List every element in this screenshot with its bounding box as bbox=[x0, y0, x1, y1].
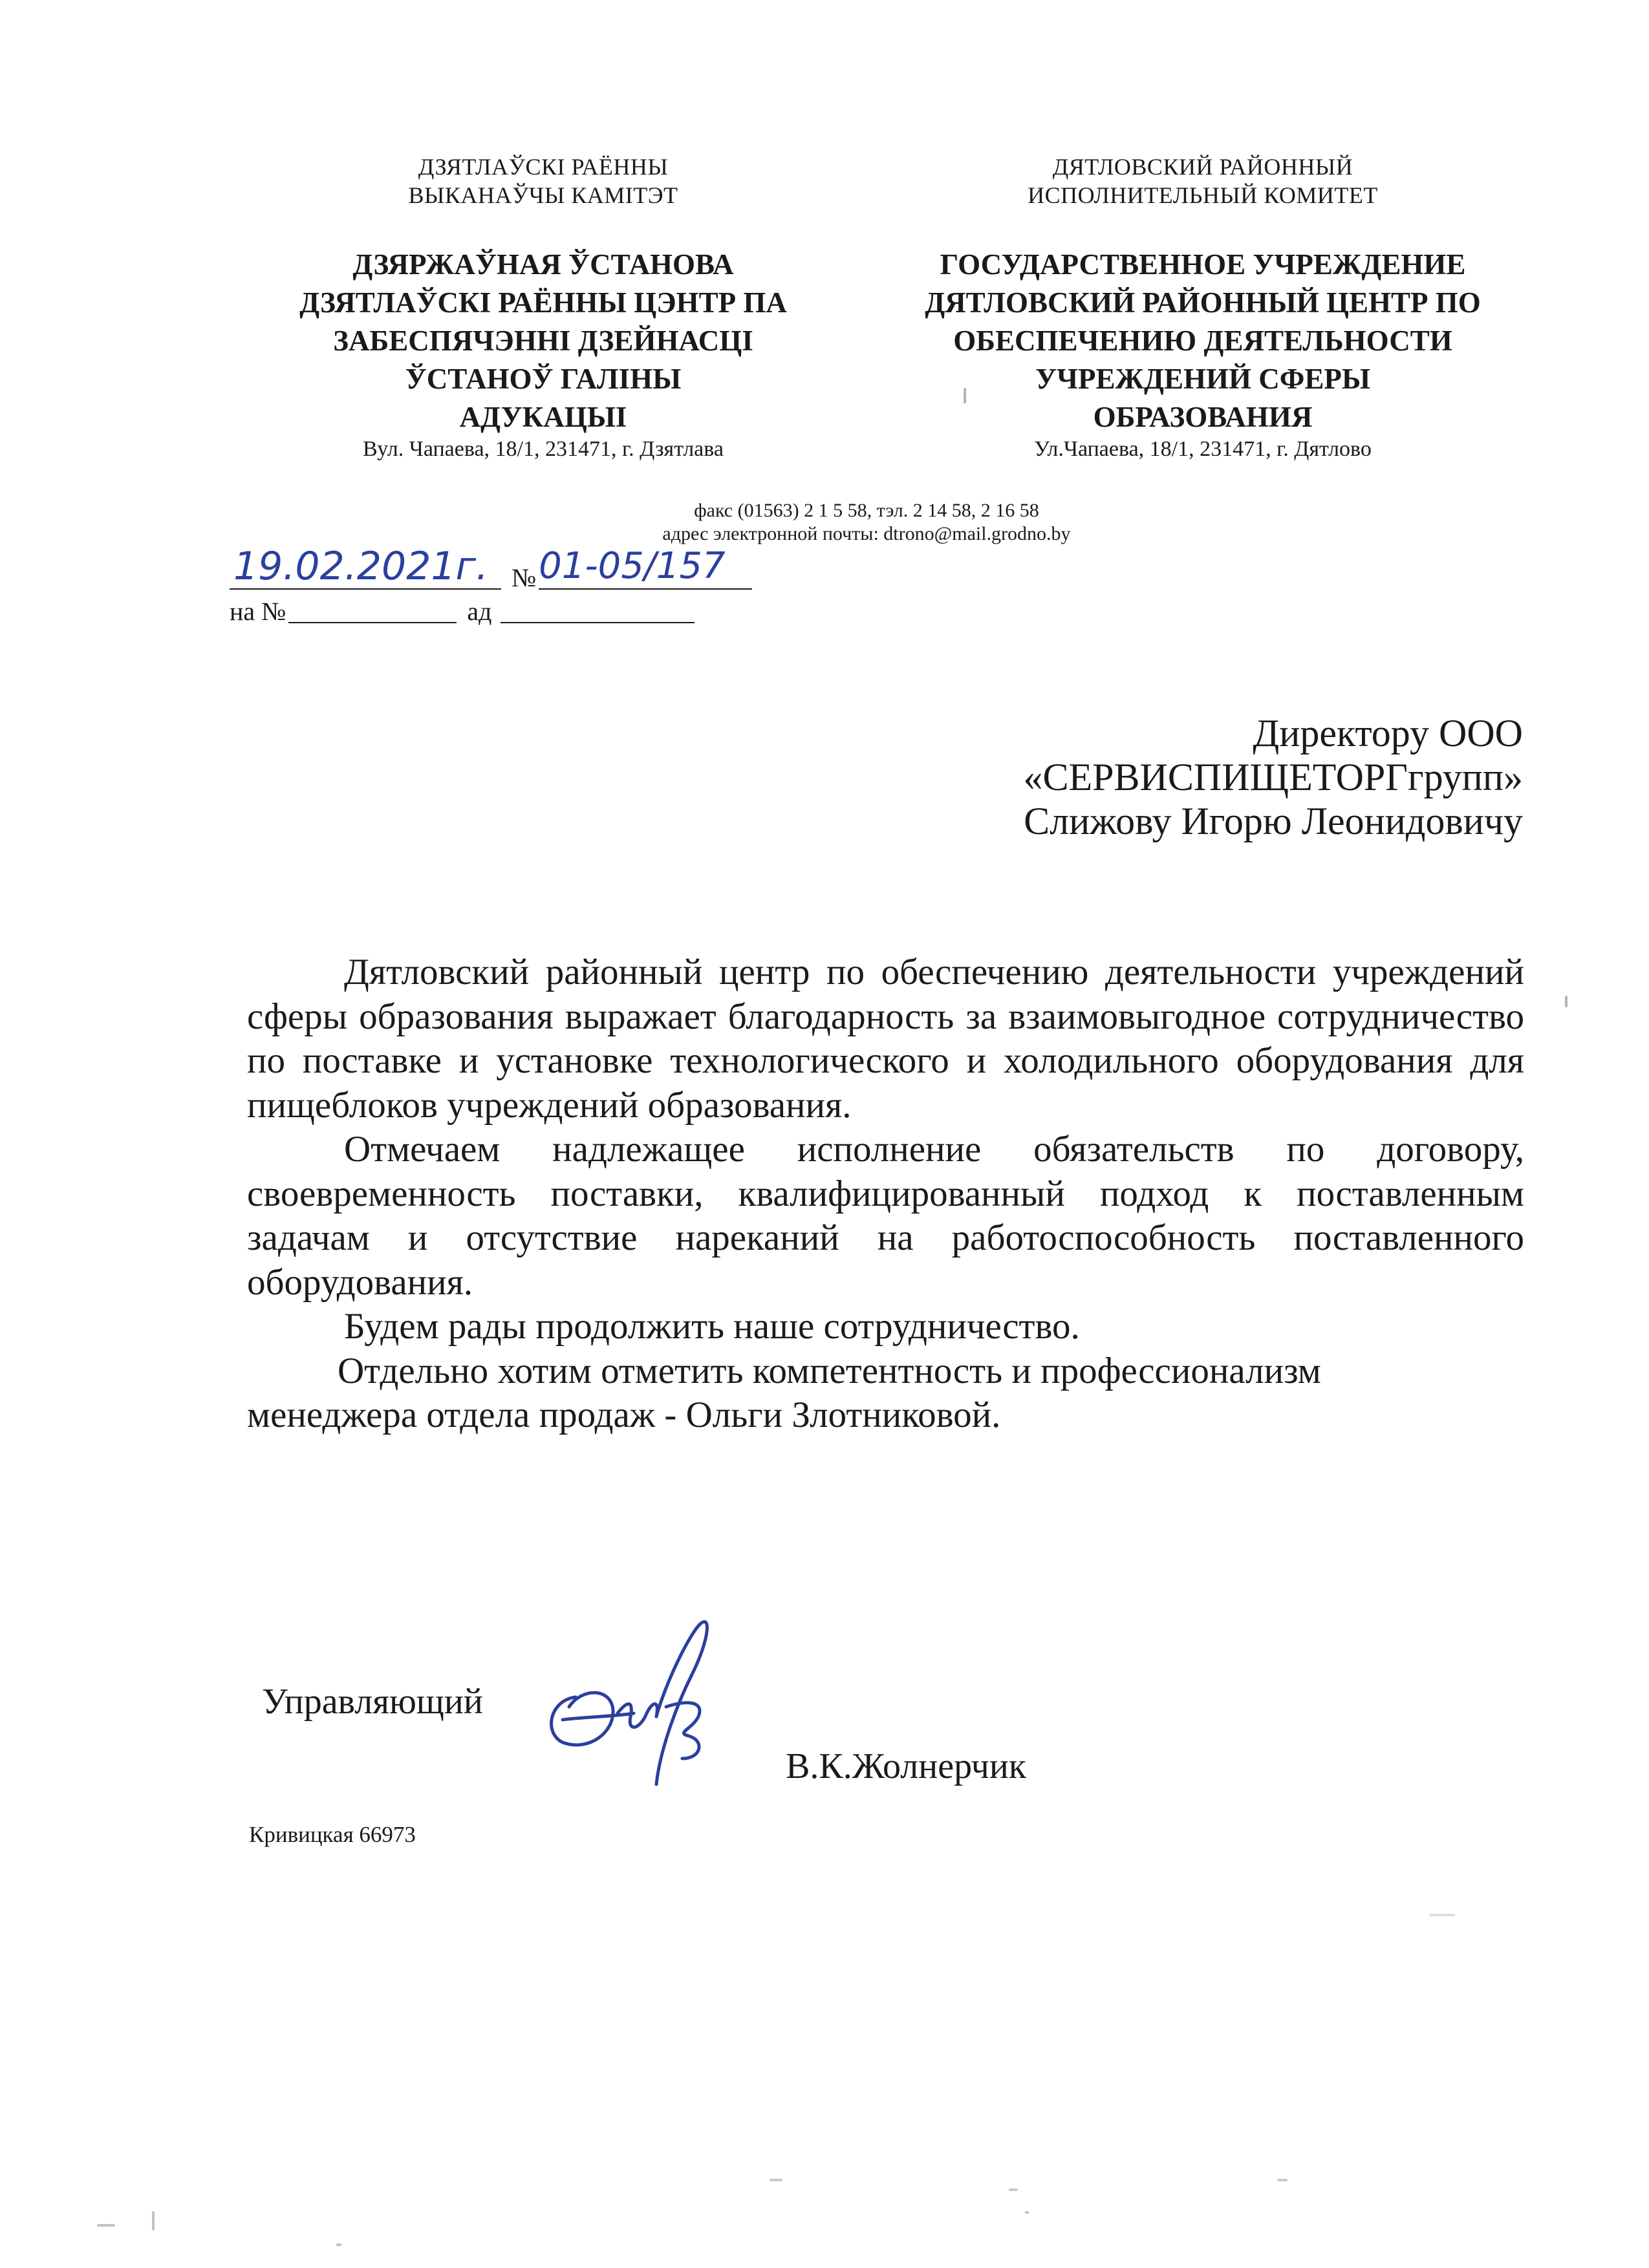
handwritten-signature bbox=[537, 1603, 770, 1791]
header-right bbox=[860, 153, 1546, 462]
header-left bbox=[233, 153, 854, 462]
reference-number-line bbox=[288, 596, 457, 623]
scan-speck bbox=[97, 2224, 115, 2227]
scan-speck bbox=[1277, 2179, 1288, 2181]
recipient-line-3: Слижову Игорю Леонидовичу bbox=[1024, 800, 1523, 842]
org-line-4-ru: УЧРЕЖДЕНИЙ СФЕРЫ bbox=[1035, 363, 1371, 395]
reference-prefix: на № bbox=[230, 597, 286, 626]
authority-line-2-ru: ИСПОЛНИТЕЛЬНЫЙ КОМИТЕТ bbox=[1028, 182, 1378, 208]
authority-line-1-be: ДЗЯТЛАЎСКІ РАЁННЫ bbox=[418, 154, 669, 180]
org-line-5-ru: ОБРАЗОВАНИЯ bbox=[1093, 401, 1313, 433]
phone-fax-line: факс (01563) 2 1 5 58, тэл. 2 14 58, 2 16 58 bbox=[694, 500, 1039, 521]
scan-speck bbox=[1565, 996, 1568, 1007]
org-line-1-be: ДЗЯРЖАЎНАЯ ЎСТАНОВА bbox=[352, 248, 734, 281]
address-be: Вул. Чапаева, 18/1, 231471, г. Дзятлава bbox=[363, 437, 724, 461]
letter-body bbox=[247, 950, 1524, 1438]
number-prefix: № bbox=[512, 563, 537, 592]
handwritten-number: 01-05/157 bbox=[539, 545, 726, 587]
scan-speck bbox=[336, 2243, 341, 2246]
recipient-line-2: «СЕРВИСПИЩЕТОРГгрупп» bbox=[1023, 756, 1523, 798]
executor-note: Кривицкая 66973 bbox=[249, 1822, 416, 1847]
body-closing-line-2: менеджера отдела продаж - Ольги Злотниковой. bbox=[247, 1395, 1001, 1435]
body-paragraph-2: Отмечаем надлежащее исполнение обязательств по договору, своевременность поставки, квалифицированный подход к поставленным задачам и отсутствие нареканий на работоспособность поставленного оборудования. bbox=[247, 1129, 1524, 1303]
contacts-block bbox=[491, 499, 1242, 546]
registration-block bbox=[230, 544, 812, 626]
handwritten-date: 19.02.2021г. bbox=[233, 544, 489, 589]
recipient-line-1: Директору ООО bbox=[1253, 712, 1523, 754]
scan-speck bbox=[1429, 1914, 1455, 1916]
signatory-name: В.К.Жолнерчик bbox=[786, 1746, 1027, 1786]
authority-line-2-be: ВЫКАНАЎЧЫ КАМІТЭТ bbox=[408, 182, 678, 208]
org-line-4-be: ЎСТАНОЎ ГАЛІНЫ bbox=[405, 363, 682, 395]
reference-date-line bbox=[501, 596, 695, 623]
scan-speck bbox=[1009, 2188, 1018, 2191]
body-paragraph-3: Будем рады продолжить наше сотрудничество. bbox=[344, 1306, 1080, 1347]
recipient-block bbox=[841, 711, 1523, 843]
org-line-2-be: ДЗЯТЛАЎСКІ РАЁННЫ ЦЭНТР ПА bbox=[299, 286, 787, 319]
authority-line-1-ru: ДЯТЛОВСКИЙ РАЙОННЫЙ bbox=[1052, 154, 1353, 180]
email-line: адрес электронной почты: dtrono@mail.grodno.by bbox=[662, 523, 1071, 544]
scan-speck bbox=[152, 2211, 155, 2231]
org-line-1-ru: ГОСУДАРСТВЕННОЕ УЧРЕЖДЕНИЕ bbox=[940, 248, 1466, 281]
reference-from: ад bbox=[467, 597, 492, 626]
signatory-title: Управляющий bbox=[262, 1682, 483, 1722]
org-line-3-be: ЗАБЕСПЯЧЭННІ ДЗЕЙНАСЦІ bbox=[333, 325, 753, 357]
org-line-2-ru: ДЯТЛОВСКИЙ РАЙОННЫЙ ЦЕНТР ПО bbox=[925, 286, 1481, 319]
org-line-3-ru: ОБЕСПЕЧЕНИЮ ДЕЯТЕЛЬНОСТИ bbox=[953, 325, 1452, 357]
address-ru: Ул.Чапаева, 18/1, 231471, г. Дятлово bbox=[1034, 437, 1372, 461]
scan-speck bbox=[964, 388, 966, 403]
scan-speck bbox=[1025, 2211, 1029, 2214]
scan-speck bbox=[770, 2179, 782, 2181]
org-line-5-be: АДУКАЦЫІ bbox=[459, 401, 627, 433]
body-paragraph-1: Дятловский районный центр по обеспечению деятельности учреждений сферы образования выражает благодарность за взаимовыгодное сотрудничество по поставке и установке технологического и холодильного оборудования для пищеблоков учреждений образования. bbox=[247, 952, 1524, 1126]
body-closing-line-1: Отдельно хотим отметить компетентность и профессионализм bbox=[338, 1350, 1321, 1391]
